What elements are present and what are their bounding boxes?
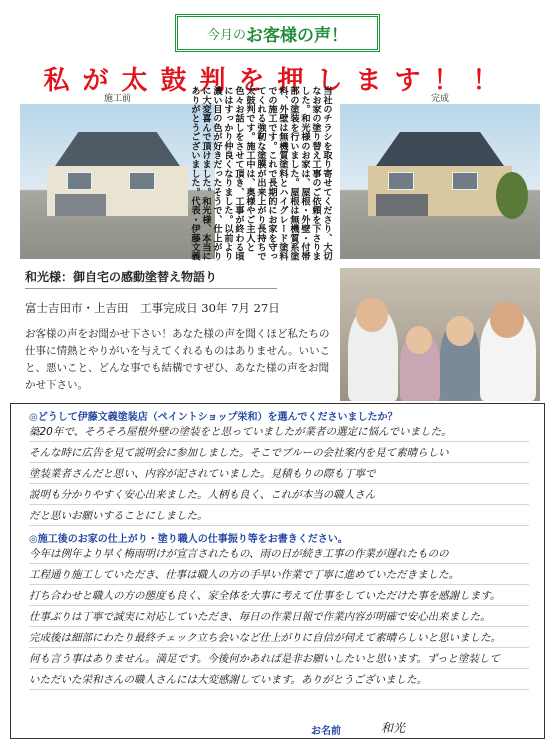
before-label: 施工前: [103, 94, 131, 104]
answer-2: [29, 544, 529, 691]
answer-1-line: だと思いお願いすることにしました。: [29, 510, 208, 522]
answer-1-line: 築20年で、そろそろ屋根外壁の塗装をと思っていましたが業者の選定に悩んでいました。: [29, 426, 452, 438]
question-2: ◎施工後のお家の仕上がり・塗り職人の仕事振り等をお書きください。: [29, 534, 348, 545]
request-text: お客様の声をお聞かせ下さい！あなた様の声を聞くほど私たちの仕事に情熱とやりがいを与えてくれるものはありません。いいこと、悪いこと、どんな事でも結構ですぜひ、あなた様の声をお聞かせ下さい。: [25, 328, 331, 391]
answer-2-line: 工程通り施工していただき、仕事は職人の方の手早い作業で丁寧に進めていただきました。: [29, 569, 460, 581]
completion-date: 工事完成日 30年 7月 27日: [140, 301, 280, 315]
answer-1-line: 説明も分かりやすく安心出来ました。人柄も良く、これが本当の職人さん: [29, 489, 376, 501]
answer-2-line: 打ち合わせと職人の方の態度も良く、家全体を大事に考えて仕事をしていただけた事を感謝します。: [29, 590, 501, 602]
after-photo: [340, 104, 540, 259]
headline: 私が太鼓判を押します！！: [43, 66, 512, 96]
staff-photo: [340, 268, 540, 401]
customer-title: 和光様：御自宅の感動塗替え物語り: [25, 270, 218, 284]
answer-2-line: いただいた栄和さんの職人さんには大変感謝しています。ありがとうございました。: [29, 674, 428, 686]
signature-name: 和光: [381, 721, 406, 735]
location: 富士吉田市・上吉田: [25, 301, 129, 315]
signature-label: お名前: [311, 726, 341, 737]
answer-2-line: 今年は例年より早く梅雨明けが宣言されたもの、雨の日が続き工事の作業が遅れたものの: [29, 548, 449, 560]
answer-1-line: 塗装業者さんだと思い、内容が記されていました。見積もりの際も丁寧で: [29, 468, 376, 480]
title-main: お客様の声！: [246, 25, 348, 46]
title-prefix: 今月の: [206, 27, 246, 43]
after-label: 完成: [430, 94, 449, 104]
before-photo: [20, 104, 215, 259]
answer-2-line: 仕事ぶりは丁寧で誠実に対応していただき、毎日の作業日報で作業内容が明確で安心出来ました。: [29, 611, 491, 623]
answer-2-line: 何も言う事はありません。満足です。今後何かあれば是非お願いしたいと思います。ずっと塗装して: [29, 653, 500, 665]
question-1: ◎どうして伊藤文義塗装店（ペイントショップ栄和）を選んでくださいましたか？: [29, 412, 398, 423]
answer-1: [29, 422, 529, 527]
answer-2-line: 完成後は細部にわたり最終チェック立ち会いなど仕上がりに自信が伺えて素晴らしいと思いました。: [29, 632, 502, 644]
testimony-text: 当社のチラシを取り寄せてくださり、大切なお家の塗り替え工事のご依頼を下さりました。和光様のお家は、屋根・外壁・付帯部の塗装を行いました。屋根は無機質系塗料、外壁は無機質塗料とハイグレード塗料での施工です。これで長期的にお家を守ってくれる強靭な塗膜が出来上がり長持ちで太鼓判です。施工中は、奥様やご主人と色々お話しをさせて頂き、工事が終わる頃にはすっかり仲良くなりました。以前より濃い目の色が好きだったそうで、仕上がりに大変喜んで頂けました。和光様、本当にありがとうございました。代表・伊藤文義: [189, 86, 332, 261]
title-box: [175, 14, 380, 52]
completion-line: [25, 300, 288, 316]
survey-card: [10, 403, 545, 739]
answer-1-line: そんな時に広告を見て説明会に参加しました。そこでブルーの会社案内を見て素晴らしい: [29, 447, 449, 459]
